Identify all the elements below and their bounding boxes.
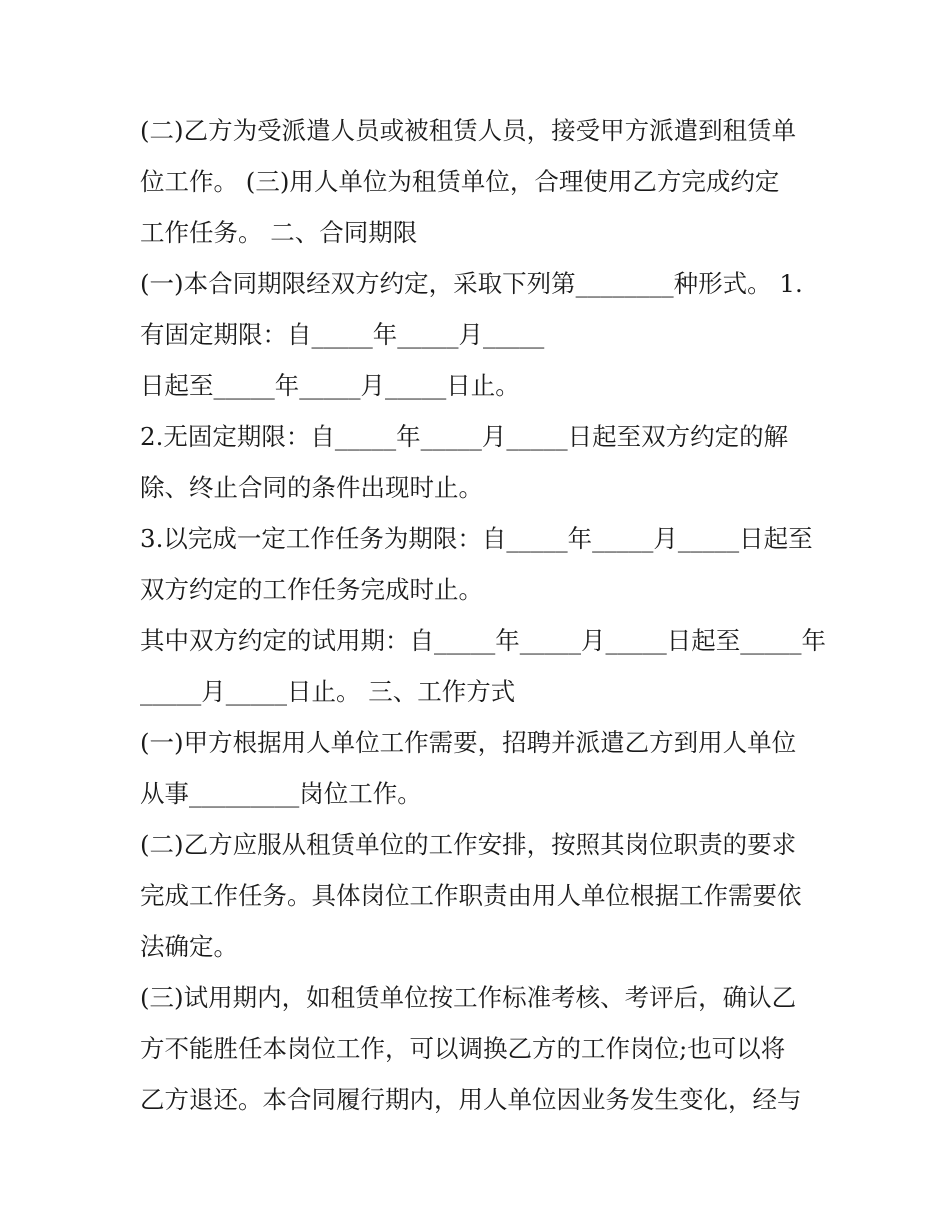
text-line-16: 完成工作任务。具体岗位工作职责由用人单位根据工作需要依 [140, 881, 802, 910]
text-line-7: 2.无固定期限：自_____年_____月_____日起至双方约定的解 [140, 422, 789, 451]
text-line-6: 日起至_____年_____月_____日止。 [140, 371, 520, 400]
text-line-15: (二)乙方应服从租赁单位的工作安排，按照其岗位职责的要求 [140, 830, 797, 859]
text-line-2: 位工作。 (三)用人单位为租赁单位，合理使用乙方完成约定 [140, 167, 780, 196]
contract-body-text [140, 105, 826, 1125]
text-line-9: 3.以完成一定工作任务为期限：自_____年_____月_____日起至 [140, 524, 813, 553]
text-line-3: 工作任务。 二、合同期限 [140, 218, 418, 247]
text-line-4: (一)本合同期限经双方约定，采取下列第________种形式。 1. [140, 269, 803, 298]
text-line-11: 其中双方约定的试用期：自_____年_____月_____日起至_____年 [140, 626, 826, 655]
text-line-1: (二)乙方为受派遣人员或被租赁人员，接受甲方派遣到租赁单 [140, 116, 797, 145]
text-line-10: 双方约定的工作任务完成时止。 [140, 575, 483, 604]
text-line-8: 除、终止合同的条件出现时止。 [140, 473, 483, 502]
text-line-5: 有固定期限：自_____年_____月_____ [140, 320, 545, 349]
text-line-19: 方不能胜任本岗位工作，可以调换乙方的工作岗位;也可以将 [140, 1034, 786, 1063]
text-line-17: 法确定。 [140, 932, 238, 961]
text-line-14: 从事_________岗位工作。 [140, 779, 422, 808]
text-line-18: (三)试用期内，如租赁单位按工作标准考核、考评后，确认乙 [140, 983, 797, 1012]
text-line-20: 乙方退还。本合同履行期内，用人单位因业务发生变化，经与 [140, 1085, 802, 1114]
text-line-13: (一)甲方根据用人单位工作需要，招聘并派遣乙方到用人单位 [140, 728, 797, 757]
text-line-12: _____月_____日止。 三、工作方式 [140, 677, 516, 706]
